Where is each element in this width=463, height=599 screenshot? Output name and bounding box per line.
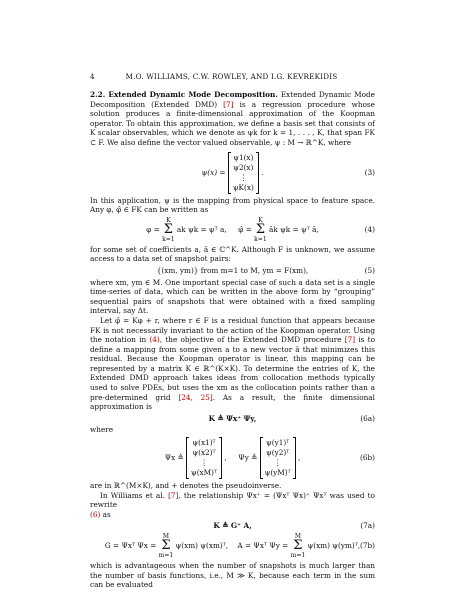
citation-link[interactable]: [7] — [344, 335, 356, 345]
citation-link[interactable]: [7] — [168, 490, 179, 500]
equation-6b: Ψx ≜ ψ(x1)ᵀ ψ(x2)ᵀ ⋮ ψ(xM)ᵀ , Ψy ≜ ψ(y1)ᵀ ψ(y2)ᵀ ⋮ ψ(yM)ᵀ , (6b) — [164, 438, 375, 478]
equation-number: (4) — [364, 224, 375, 234]
running-title: M.O. WILLIAMS, C.W. ROWLEY, AND I.G. KEVREKIDIS — [125, 72, 338, 81]
equation-number: (6a) — [360, 413, 375, 423]
citation-link[interactable]: (6) — [90, 509, 101, 519]
running-header — [90, 72, 373, 84]
paragraph: where — [90, 425, 114, 435]
paragraph: for some set of coefficients a, â ∈ ℂ^K. Although F is unknown, we assume access to a data set of snapshot pairs: — [90, 244, 375, 264]
section-heading: 2.2. Extended Dynamic Mode Decomposition. — [90, 90, 278, 99]
paragraph: In this application, ψ is the mapping from physical space to feature space. Any φ, φ̂ ∈ FK can be written as — [90, 195, 375, 215]
equation-4: φ = K Σ k=1 ak ψk = ψᵀ a, φ̂ = K Σ k=1 âk ψk = ψᵀ â, (4) — [146, 216, 375, 243]
citation-link[interactable]: [7] — [223, 99, 234, 109]
equation-number: (3) — [364, 167, 375, 177]
equation-number: (5) — [364, 265, 375, 275]
equation-number: (7a) — [360, 521, 375, 531]
feature-vector-matrix: ψ1(x) ψ2(x) ⋮ ψK(x) — [228, 152, 259, 194]
page-number: 4 — [90, 72, 95, 81]
paragraph: are in ℝ^(M×K), and + denotes the pseudoinverse. — [90, 481, 282, 491]
equation-7b: G = Ψxᵀ Ψx = M Σ m=1 ψ(xm) ψ(xm)ᵀ, A = Ψxᵀ Ψy = M Σ m=1 ψ(xm) ψ(ym)ᵀ, (7b) — [104, 533, 375, 559]
equation-3: ψ(x) = ψ1(x) ψ2(x) ⋮ ψK(x) . (3) — [201, 152, 375, 192]
paragraph: which is advantageous when the number of snapshots is much larger than the number of basis functions, i.e., M ≫ K, because each term in the sum can be evaluated — [90, 561, 375, 590]
equation-number: (7b) — [359, 541, 375, 551]
paragraph: where xm, ym ∈ M. One important special case of such a data set is a single time-series of data, which can be written in the above form by “grouping” sequential pairs of snapshots that were obtained with a fixed sampling interval, say Δt. — [90, 277, 375, 316]
page-body — [90, 90, 375, 590]
equation-5: {(xm, ym)} from m=1 to M, ym = F(xm), (5) — [156, 265, 375, 275]
psi-x-matrix: ψ(x1)ᵀ ψ(x2)ᵀ ⋮ ψ(xM)ᵀ — [186, 437, 222, 479]
citation-link[interactable]: (4) — [149, 335, 160, 345]
paragraph: Let φ̂ = Kφ + r, where r ∈ F is a residual function that appears because FK is not necessarily invariant to the action of the Koopman operator. Using the notation in (4), the objective of the Extended DMD procedure [7] is to define a mapping from some given a to a new vector â that minimizes this residual. Because the Koopman operator is linear, this mapping can be represented by a matrix K ∈ ℝ^(K×K). To determine the entries of K, the Extended DMD approach takes ideas from collocation methods typically used to solve PDEs, but uses the xm as the collocation points rather than a pre-determined grid [24, 25]. As a result, the finite dimensional approximation is — [90, 315, 375, 412]
equation-7a: K ≜ G⁺ A, (7a) — [213, 521, 375, 531]
psi-y-matrix: ψ(y1)ᵀ ψ(y2)ᵀ ⋮ ψ(yM)ᵀ — [260, 437, 296, 479]
paragraph: In Williams et al. [7], the relationship Ψx⁺ = (Ψxᵀ Ψx)⁺ Ψxᵀ was used to rewrite — [90, 490, 375, 510]
paragraph: (6) as — [90, 509, 111, 519]
equation-6a: K ≜ Ψx⁺ Ψy, (6a) — [208, 413, 375, 423]
citation-link[interactable]: [24, 25] — [178, 392, 213, 402]
section-paragraph: 2.2. Extended Dynamic Mode Decomposition. Extended Dynamic Mode Decomposition (Extended DMD) [7] is a regression procedure whose solution produces a finite-dimensional approximation of the Koopman operator. To obtain this approximation, we define a basis set that consists of K scalar observables, which we denote as ψk for k = 1, . . . , K, that span FK ⊂ F. We also define the vector valued observable, ψ : M → ℝ^K, where — [90, 90, 375, 147]
equation-number: (6b) — [359, 453, 375, 463]
